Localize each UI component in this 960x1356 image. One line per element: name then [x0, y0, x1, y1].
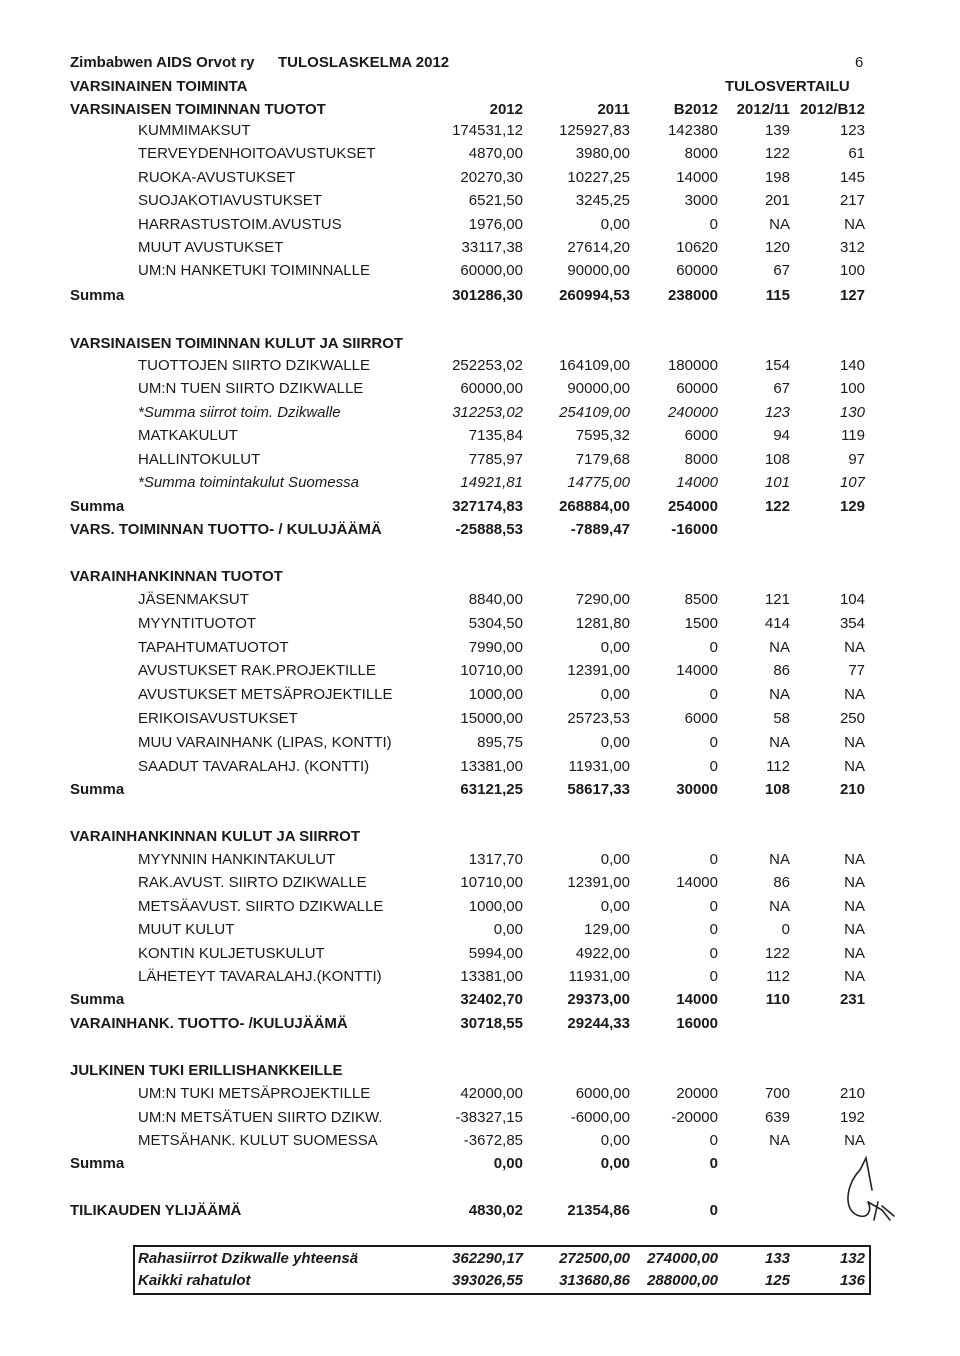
row-value: 210 [839, 781, 865, 798]
row-value: -38327,15 [455, 1108, 523, 1126]
row-value: 7135,84 [468, 427, 523, 445]
row-value: 3245,25 [575, 192, 630, 210]
row-value: 10227,25 [567, 168, 630, 186]
row-value: 393026,55 [452, 1272, 523, 1289]
row-value: 133 [764, 1250, 790, 1267]
row-value: 0,00 [493, 1155, 523, 1172]
row-value: 132 [839, 1250, 865, 1267]
summary-row [0, 1015, 960, 1037]
row-label: UM:N TUEN SIIRTO DZIKWALLE [138, 380, 364, 398]
row-value: 250 [839, 710, 865, 727]
row-value: -25888,53 [455, 521, 523, 538]
table-row [0, 968, 960, 990]
row-value: 14000 [676, 874, 718, 892]
table-row [0, 662, 960, 684]
row-value: 0 [709, 921, 718, 939]
summary-row [0, 498, 960, 520]
row-value: 33117,38 [461, 239, 523, 256]
row-value: 8000 [684, 145, 718, 163]
row-value: 260994,53 [559, 287, 630, 304]
row-value: 7179,68 [575, 450, 630, 468]
row-value: 61 [848, 145, 865, 163]
row-value: 238000 [667, 287, 718, 304]
row-value: -3672,85 [463, 1132, 523, 1149]
row-value: 136 [839, 1272, 865, 1289]
row-label: Summa [70, 1155, 125, 1172]
row-label: TERVEYDENHOITOAVUSTUKSET [138, 145, 376, 163]
row-value: 27614,20 [567, 239, 630, 256]
row-value: 125927,83 [559, 122, 630, 139]
row-value: -6000,00 [570, 1108, 630, 1126]
row-value: 4830,02 [468, 1202, 523, 1219]
row-value: 0 [709, 1202, 718, 1219]
row-value: 1976,00 [468, 215, 523, 233]
summary-box-row [0, 1272, 960, 1294]
row-label: LÄHETEYT TAVARALAHJ.(KONTTI) [138, 968, 382, 985]
document-title: TULOSLASKELMA 2012 [278, 54, 450, 71]
row-label: Kaikki rahatulot [138, 1272, 251, 1289]
table-row [0, 874, 960, 896]
row-value: 5994,00 [468, 944, 523, 962]
row-label: SAADUT TAVARALAHJ. (KONTTI) [138, 757, 370, 775]
summary-row [0, 1202, 960, 1224]
row-value: 32402,70 [460, 991, 523, 1008]
row-value: 180000 [667, 357, 718, 374]
table-row [0, 239, 960, 261]
row-value: NA [844, 1132, 865, 1149]
row-value: 100 [839, 380, 865, 398]
row-value: NA [769, 851, 790, 868]
table-row [0, 734, 960, 756]
row-value: 192 [839, 1108, 865, 1126]
row-value: NA [844, 851, 865, 868]
column-header-row [0, 101, 960, 123]
row-value: 0 [709, 851, 718, 868]
row-value: NA [769, 733, 790, 751]
table-row [0, 851, 960, 873]
row-label: KUMMIMAKSUT [138, 122, 251, 139]
row-value: 0,00 [600, 638, 630, 656]
row-label: Summa [70, 781, 125, 798]
row-value: 6000 [684, 710, 718, 727]
row-label: MUUT KULUT [138, 921, 235, 939]
row-label: SUOJAKOTIAVUSTUKSET [138, 192, 322, 210]
row-value: NA [844, 757, 865, 775]
row-value: 14921,81 [460, 474, 523, 491]
row-value: -7889,47 [570, 521, 630, 538]
summary-box-row [0, 1250, 960, 1272]
row-value: 12391,00 [567, 874, 630, 892]
summary-row [0, 781, 960, 803]
row-label: TILIKAUDEN YLIJÄÄMÄ [70, 1202, 242, 1219]
row-value: 164109,00 [559, 357, 630, 374]
table-row [0, 427, 960, 449]
column-header: 2012/B12 [799, 101, 865, 118]
row-value: 14000 [676, 662, 718, 680]
row-value: 0 [709, 1132, 718, 1149]
row-value: 58 [773, 710, 790, 727]
row-value: 60000,00 [460, 380, 523, 398]
row-value: 240000 [667, 403, 718, 421]
table-row [0, 357, 960, 379]
row-value: 201 [764, 192, 790, 210]
row-value: 129,00 [584, 921, 630, 939]
income-section-title: VARSINAISEN TOIMINNAN TUOTOT [70, 101, 326, 118]
row-label: METSÄHANK. KULUT SUOMESSA [138, 1132, 378, 1149]
row-value: 60000,00 [460, 262, 523, 280]
row-value: 0 [709, 733, 718, 751]
row-value: 3000 [684, 192, 718, 210]
row-label: MUU VARAINHANK (LIPAS, KONTTI) [138, 733, 392, 751]
row-value: 30718,55 [460, 1015, 523, 1032]
row-value: 10710,00 [460, 874, 523, 892]
row-value: 90000,00 [567, 380, 630, 398]
table-row [0, 686, 960, 708]
row-value: 1317,70 [468, 851, 523, 868]
section-title: VARAINHANKINNAN KULUT JA SIIRROT [70, 828, 360, 845]
row-value: 0 [709, 897, 718, 915]
row-value: 122 [764, 145, 790, 163]
row-label: Rahasiirrot Dzikwalle yhteensä [138, 1250, 359, 1267]
row-value: 414 [764, 614, 790, 632]
row-value: 139 [764, 122, 790, 139]
row-value: 121 [764, 591, 790, 608]
row-label: MYYNTITUOTOT [138, 614, 257, 632]
row-value: 67 [773, 380, 790, 398]
section-title: VARSINAINEN TOIMINTA [70, 78, 248, 95]
row-value: 0 [781, 921, 790, 939]
row-value: 254109,00 [559, 403, 630, 421]
table-row [0, 921, 960, 943]
row-value: 11931,00 [568, 968, 630, 985]
row-value: 210 [839, 1085, 865, 1102]
row-label: Summa [70, 991, 125, 1008]
row-value: 639 [764, 1108, 790, 1126]
row-value: 354 [839, 614, 865, 632]
comparison-title: TULOSVERTAILU [725, 78, 850, 95]
column-header: B2012 [673, 101, 718, 118]
row-value: 60000 [676, 262, 718, 280]
table-row [0, 404, 960, 426]
row-value: 7990,00 [468, 638, 523, 656]
row-value: 0 [709, 968, 718, 985]
row-value: 107 [839, 474, 865, 491]
row-value: -20000 [671, 1108, 718, 1126]
row-value: 0,00 [600, 215, 630, 233]
row-value: -16000 [671, 521, 718, 538]
row-value: 3980,00 [575, 145, 630, 163]
row-value: 6000,00 [575, 1085, 630, 1102]
row-value: 142380 [667, 122, 718, 139]
row-value: 63121,25 [460, 781, 523, 798]
row-value: 123 [839, 122, 865, 139]
row-value: 90000,00 [567, 262, 630, 280]
section-title: JULKINEN TUKI ERILLISHANKKEILLE [70, 1062, 343, 1079]
row-value: 122 [764, 498, 790, 515]
row-value: 700 [764, 1085, 790, 1102]
row-value: 0 [709, 1155, 718, 1172]
table-row [0, 474, 960, 496]
row-value: NA [844, 215, 865, 233]
table-row [0, 758, 960, 780]
row-value: 1500 [684, 614, 718, 632]
row-value: NA [769, 1132, 790, 1149]
table-row [0, 122, 960, 144]
row-value: 274000,00 [647, 1250, 718, 1267]
row-value: 119 [841, 427, 865, 445]
row-value: 362290,17 [452, 1250, 523, 1267]
row-value: 217 [839, 192, 865, 210]
row-value: 15000,00 [460, 710, 523, 727]
row-value: 130 [839, 403, 865, 421]
row-value: 10710,00 [460, 662, 523, 680]
row-value: 29244,33 [567, 1015, 630, 1032]
row-value: 0 [709, 686, 718, 704]
row-value: 0,00 [600, 1155, 630, 1172]
row-value: 120 [764, 239, 790, 256]
table-row [0, 169, 960, 191]
row-value: 13381,00 [460, 757, 523, 775]
row-value: 0,00 [600, 733, 630, 751]
row-value: NA [844, 874, 865, 892]
row-value: 21354,86 [567, 1202, 630, 1219]
row-value: NA [844, 897, 865, 915]
row-value: 122 [764, 944, 790, 962]
row-value: 14000 [676, 991, 718, 1008]
row-label: RUOKA-AVUSTUKSET [138, 168, 296, 186]
row-label: VARAINHANK. TUOTTO- /KULUJÄÄMÄ [70, 1015, 348, 1032]
row-value: 127 [839, 287, 865, 304]
org-name: Zimbabwen AIDS Orvot ry [70, 54, 255, 71]
row-value: 312253,02 [452, 403, 523, 421]
row-value: 231 [839, 991, 865, 1008]
table-row [0, 192, 960, 214]
row-label: VARS. TOIMINNAN TUOTTO- / KULUJÄÄMÄ [70, 521, 382, 538]
row-value: 58617,33 [567, 781, 630, 798]
table-row [0, 262, 960, 284]
row-value: 16000 [676, 1015, 718, 1032]
row-label: MUUT AVUSTUKSET [138, 239, 284, 256]
row-label: Summa [70, 498, 125, 515]
column-header: 2011 [597, 101, 630, 118]
summary-row [0, 1155, 960, 1177]
signature-mark [838, 1150, 898, 1230]
row-value: 7785,97 [468, 450, 523, 468]
row-value: 0,00 [600, 1132, 630, 1149]
row-value: 10620 [676, 239, 718, 256]
row-value: 313680,86 [559, 1272, 630, 1289]
row-value: 0 [709, 757, 718, 775]
row-value: 13381,00 [460, 968, 523, 985]
row-value: 1281,80 [575, 614, 630, 632]
row-value: 60000 [676, 380, 718, 398]
row-value: 67 [773, 262, 790, 280]
row-label: JÄSENMAKSUT [138, 591, 249, 608]
row-value: 198 [764, 168, 790, 186]
row-value: NA [844, 638, 865, 656]
row-value: 268884,00 [559, 498, 630, 515]
column-header: 2012 [489, 101, 523, 118]
table-row [0, 615, 960, 637]
column-header: 2012/11 [736, 101, 790, 118]
row-value: 11931,00 [568, 757, 630, 775]
row-value: 1000,00 [468, 686, 523, 704]
row-value: 140 [839, 357, 865, 374]
row-value: 30000 [676, 781, 718, 798]
table-row [0, 451, 960, 473]
row-label: TAPAHTUMATUOTOT [138, 638, 289, 656]
row-value: NA [769, 215, 790, 233]
row-value: 94 [773, 427, 790, 445]
row-value: 129 [839, 498, 865, 515]
row-value: 0,00 [600, 851, 630, 868]
section-title: VARSINAISEN TOIMINNAN KULUT JA SIIRROT [70, 335, 404, 352]
row-value: 4922,00 [575, 944, 630, 962]
summary-row [0, 991, 960, 1013]
row-value: 100 [839, 262, 865, 280]
row-value: 0 [709, 215, 718, 233]
row-value: 0 [709, 944, 718, 962]
row-value: 252253,02 [452, 357, 523, 374]
row-value: 0,00 [493, 921, 523, 939]
row-value: NA [844, 921, 865, 939]
row-value: 272500,00 [559, 1250, 630, 1267]
row-label: AVUSTUKSET METSÄPROJEKTILLE [138, 686, 393, 704]
row-value: 7290,00 [575, 591, 630, 608]
summary-row [0, 521, 960, 543]
row-label: UM:N HANKETUKI TOIMINNALLE [138, 262, 370, 280]
table-row [0, 1132, 960, 1154]
summary-row [0, 287, 960, 309]
row-label: UM:N METSÄTUEN SIIRTO DZIKW. [138, 1108, 383, 1126]
row-value: 312 [839, 239, 865, 256]
row-value: 174531,12 [452, 122, 523, 139]
row-value: 123 [764, 403, 790, 421]
row-label: *Summa toimintakulut Suomessa [138, 474, 359, 491]
row-value: 327174,83 [452, 498, 523, 515]
row-value: 101 [764, 474, 790, 491]
row-value: 8840,00 [468, 591, 523, 608]
row-value: 8500 [684, 591, 718, 608]
row-value: 6000 [684, 427, 718, 445]
table-row [0, 591, 960, 613]
page-number: 6 [855, 54, 864, 71]
row-label: KONTIN KULJETUSKULUT [138, 944, 325, 962]
row-value: 0,00 [600, 686, 630, 704]
row-value: 5304,50 [468, 614, 523, 632]
row-value: 125 [764, 1272, 790, 1289]
table-row [0, 216, 960, 238]
row-value: NA [844, 733, 865, 751]
row-label: MYYNNIN HANKINTAKULUT [138, 851, 336, 868]
row-value: 110 [765, 991, 790, 1008]
row-label: HARRASTUSTOIM.AVUSTUS [138, 215, 342, 233]
row-value: 108 [764, 450, 790, 468]
row-value: 97 [848, 450, 865, 468]
table-row [0, 1085, 960, 1107]
table-row [0, 945, 960, 967]
row-value: 254000 [667, 498, 718, 515]
row-label: *Summa siirrot toim. Dzikwalle [138, 403, 341, 421]
row-value: 301286,30 [452, 287, 523, 304]
row-value: 112 [766, 968, 790, 985]
table-row [0, 380, 960, 402]
table-row [0, 639, 960, 661]
row-value: 115 [765, 287, 790, 304]
row-value: 77 [848, 662, 865, 680]
row-value: 12391,00 [567, 662, 630, 680]
row-label: UM:N TUKI METSÄPROJEKTILLE [138, 1085, 371, 1102]
row-label: Summa [70, 287, 125, 304]
section-title: VARAINHANKINNAN TUOTOT [70, 568, 283, 585]
row-value: 145 [839, 168, 865, 186]
row-value: 0,00 [600, 897, 630, 915]
row-value: 8000 [684, 450, 718, 468]
table-row [0, 898, 960, 920]
row-value: NA [844, 686, 865, 704]
row-value: NA [769, 686, 790, 704]
row-label: HALLINTOKULUT [138, 450, 261, 468]
row-label: AVUSTUKSET RAK.PROJEKTILLE [138, 662, 376, 680]
row-value: 14775,00 [567, 474, 630, 491]
row-value: 112 [766, 757, 790, 775]
row-value: 108 [764, 781, 790, 798]
row-value: 7595,32 [575, 427, 630, 445]
row-value: 6521,50 [468, 192, 523, 210]
row-label: ERIKOISAVUSTUKSET [138, 710, 298, 727]
table-row [0, 145, 960, 167]
row-label: MATKAKULUT [138, 427, 238, 445]
row-value: 86 [773, 662, 790, 680]
row-value: NA [769, 638, 790, 656]
row-value: 42000,00 [460, 1085, 523, 1102]
row-value: 20000 [676, 1085, 718, 1102]
row-value: 1000,00 [468, 897, 523, 915]
row-value: 288000,00 [647, 1272, 718, 1289]
row-value: 20270,30 [460, 168, 523, 186]
row-value: NA [844, 968, 865, 985]
row-label: RAK.AVUST. SIIRTO DZIKWALLE [138, 874, 367, 892]
row-value: 104 [839, 591, 865, 608]
row-value: 25723,53 [567, 710, 630, 727]
row-value: 14000 [676, 474, 718, 491]
row-value: NA [844, 944, 865, 962]
row-label: TUOTTOJEN SIIRTO DZIKWALLE [138, 357, 370, 374]
row-value: 895,75 [477, 733, 523, 751]
row-value: 4870,00 [468, 145, 523, 163]
row-value: 0 [709, 638, 718, 656]
table-row [0, 710, 960, 732]
row-value: 29373,00 [567, 991, 630, 1008]
table-row [0, 1109, 960, 1131]
row-label: METSÄAVUST. SIIRTO DZIKWALLE [138, 897, 384, 915]
row-value: 86 [773, 874, 790, 892]
row-value: NA [769, 897, 790, 915]
row-value: 14000 [676, 168, 718, 186]
row-value: 154 [764, 357, 790, 374]
